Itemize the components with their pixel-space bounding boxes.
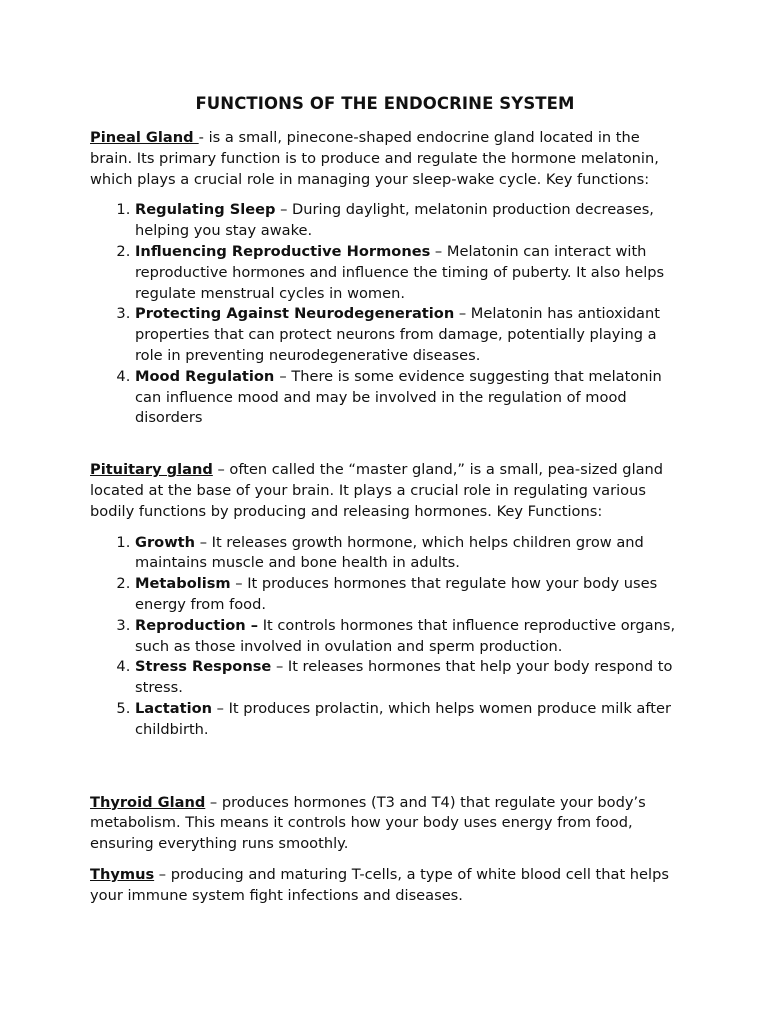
list-item-text: – It produces hormones that regulate how your body uses energy from food.: [135, 575, 658, 613]
list-item-term: Protecting Against Neurodegeneration: [135, 305, 455, 323]
thyroid-heading: Thyroid Gland: [90, 793, 206, 811]
list-item-text: – Melatonin can interact with reproductive hormones and influence the timing of puberty. It also helps regulate menstrual cycles in women.: [135, 242, 665, 302]
page-title: FUNCTIONS OF THE ENDOCRINE SYSTEM: [195, 94, 575, 113]
list-item-term: Lactation: [135, 699, 213, 717]
list-item-text: – It releases growth hormone, which helps children grow and maintains muscle and bone health in adults.: [135, 533, 644, 572]
pineal-intro-text: - is a small, pinecone-shaped endocrine gland located in the brain. Its primary function is to produce and regulate the hormone melatonin, which plays a crucial role in managing your sleep-wake cycle. Key functions:: [90, 129, 659, 188]
list-item-text: – During daylight, melatonin production decreases, helping you stay awake.: [135, 201, 654, 240]
thyroid-paragraph: [90, 793, 680, 855]
list-item-term: Stress Response: [135, 658, 272, 676]
list-item: [135, 533, 680, 575]
list-item: [135, 574, 680, 616]
thymus-text: – producing and maturing T-cells, a type of white blood cell that helps your immune system fight infections and diseases.: [90, 865, 669, 904]
spacer: [90, 783, 680, 793]
spacer: [90, 450, 680, 460]
list-item-text: – Melatonin has antioxidant properties that can protect neurons from damage, potentially playing a role in preventing neurodegenerative diseases.: [135, 305, 660, 364]
list-item: [135, 657, 680, 699]
spacer: [90, 741, 680, 783]
list-item-text: It controls hormones that influence reproductive organs, such as those involved in ovulation and sperm production.: [135, 616, 676, 655]
list-item-text: – It releases hormones that help your body respond to stress.: [135, 658, 673, 697]
list-item: [135, 699, 680, 741]
list-item: [135, 200, 680, 242]
thymus-heading: Thymus: [90, 865, 155, 883]
pituitary-intro-text: – often called the “master gland,” is a small, pea-sized gland located at the base of your brain. It plays a crucial role in regulating various bodily functions by producing and releasing hormones. Key Functions:: [90, 461, 664, 520]
list-item: [135, 367, 680, 429]
pituitary-functions-list: [90, 533, 680, 741]
spacer: [90, 429, 680, 450]
list-item-term: Mood Regulation: [135, 367, 280, 385]
pituitary-heading: Pituitary gland: [90, 461, 213, 479]
pineal-intro: [90, 128, 680, 190]
pineal-functions-list: [90, 200, 680, 429]
list-item-text: – It produces prolactin, which helps women produce milk after childbirth.: [135, 699, 671, 738]
list-item-term: Metabolism: [135, 575, 231, 593]
pineal-heading: Pineal Gland: [90, 129, 199, 146]
list-item: [135, 304, 680, 366]
list-item: [135, 242, 680, 304]
list-item-term: Reproduction –: [135, 616, 259, 634]
list-item: [135, 616, 680, 658]
list-item-term: Regulating Sleep: [135, 201, 276, 219]
pituitary-intro: [90, 460, 680, 522]
thyroid-text: – produces hormones (T3 and T4) that regulate your body’s metabolism. This means it controls how your body uses energy from food, ensuring everything runs smoothly.: [90, 793, 646, 853]
list-item-term: Growth: [135, 533, 196, 551]
thymus-paragraph: [90, 865, 680, 907]
list-item-text: – There is some evidence suggesting that melatonin can influence mood and may be involved in the regulation of mood disorders: [135, 367, 662, 427]
list-item-term: Influencing Reproductive Hormones: [135, 242, 431, 260]
